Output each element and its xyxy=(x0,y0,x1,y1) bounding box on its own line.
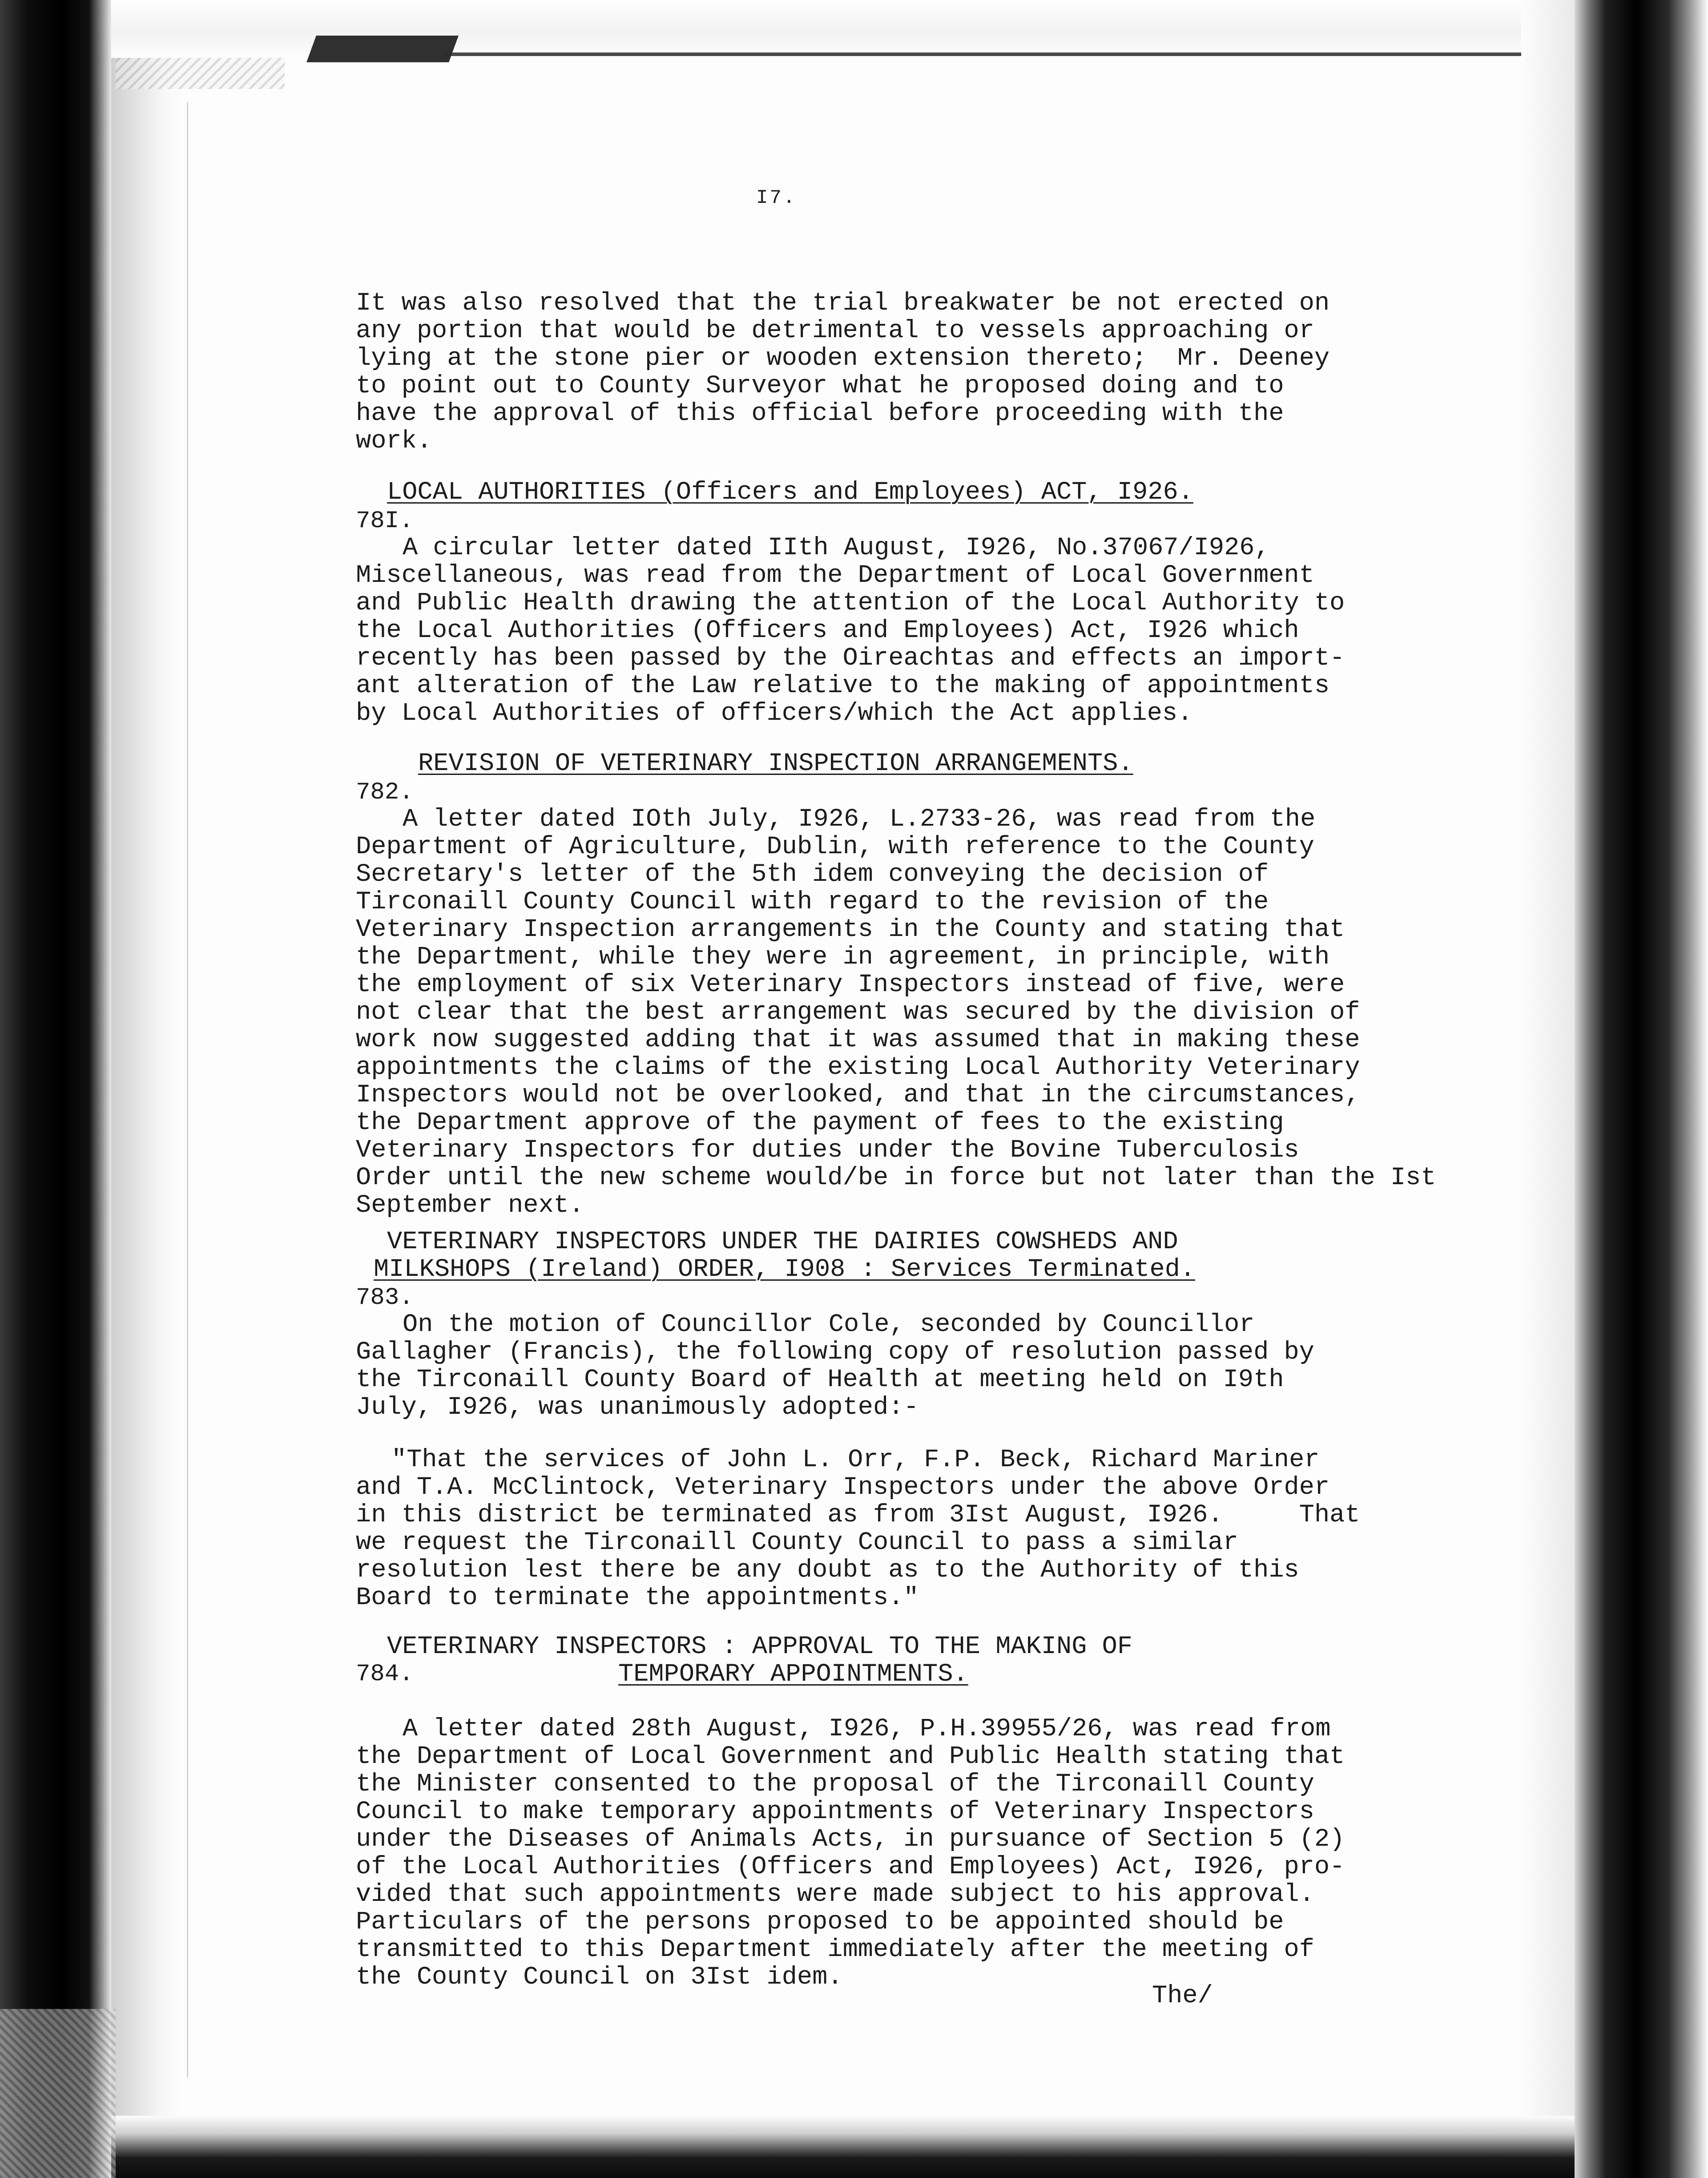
quote-line: resolution lest there be any doubt as to the Authority of this xyxy=(356,1556,1299,1585)
section-number: 78I. xyxy=(356,508,414,535)
text-line: the Minister consented to the proposal of the Tirconaill County xyxy=(356,1770,1314,1799)
text-line: appointments the claims of the existing Local Authority Veterinary xyxy=(356,1053,1360,1082)
text-line: Tirconaill County Council with regard to the revision of the xyxy=(356,888,1269,916)
section-title: REVISION OF VETERINARY INSPECTION ARRANGEMENTS. xyxy=(418,750,1133,778)
text-line: have the approval of this official before proceeding with the xyxy=(356,399,1284,428)
quote-line: we request the Tirconaill County Council to pass a similar xyxy=(356,1529,1238,1557)
quote-line: in this district be terminated as from 3Ist August, I926. That xyxy=(356,1501,1360,1529)
text-line: vided that such appointments were made subject to his approval. xyxy=(356,1880,1314,1909)
text-line: July, I926, was unanimously adopted:- xyxy=(356,1393,919,1422)
section-title: MILKSHOPS (Ireland) ORDER, I908 : Services Terminated. xyxy=(374,1255,1196,1284)
section-title: VETERINARY INSPECTORS UNDER THE DAIRIES COWSHEDS AND xyxy=(387,1228,1178,1256)
text-line: of the Local Authorities (Officers and Employees) Act, I926, pro- xyxy=(356,1853,1345,1881)
text-line: work. xyxy=(356,427,432,456)
continuation-catchword: The/ xyxy=(1152,1982,1213,2010)
scan-left-edge xyxy=(111,0,182,2178)
text-line: the Tirconaill County Board of Health at meeting held on I9th xyxy=(356,1366,1284,1394)
text-line: Veterinary Inspectors for duties under the Bovine Tuberculosis xyxy=(356,1136,1299,1165)
text-line: transmitted to this Department immediately after the meeting of xyxy=(356,1936,1314,1964)
margin-rule xyxy=(187,102,188,2077)
section-title: TEMPORARY APPOINTMENTS. xyxy=(618,1660,968,1689)
scan-top-smudge xyxy=(306,36,459,62)
quote-line: Board to terminate the appointments." xyxy=(356,1584,919,1612)
text-line: Veterinary Inspection arrangements in the County and stating that xyxy=(356,916,1345,944)
text-line: the Local Authorities (Officers and Employees) Act, I926 which xyxy=(356,617,1299,645)
text-line: any portion that would be detrimental to vessels approaching or xyxy=(356,317,1314,345)
text-line: the County Council on 3Ist idem. xyxy=(356,1963,843,1992)
page-number: I7. xyxy=(756,187,797,209)
text-line: not clear that the best arrangement was secured by the division of xyxy=(356,998,1360,1027)
text-line: Order until the new scheme would/be in force but not later than the Ist xyxy=(356,1164,1436,1192)
section-number: 783. xyxy=(356,1284,414,1311)
text-line: recently has been passed by the Oireachtas and effects an import- xyxy=(356,644,1345,673)
text-line: A circular letter dated IIth August, I926, No.37067/I926, xyxy=(403,534,1270,562)
text-line: lying at the stone pier or wooden extension thereto; Mr. Deeney xyxy=(356,344,1330,373)
text-line: the employment of six Veterinary Inspectors instead of five, were xyxy=(356,971,1345,999)
text-line: Gallagher (Francis), the following copy of resolution passed by xyxy=(356,1338,1314,1367)
scan-right-margin xyxy=(1521,0,1575,2178)
text-line: A letter dated 28th August, I926, P.H.39955/26, was read from xyxy=(403,1715,1331,1743)
text-line: work now suggested adding that it was assumed that in making these xyxy=(356,1026,1360,1054)
text-line: September next. xyxy=(356,1191,584,1220)
text-line: ant alteration of the Law relative to the making of appointments xyxy=(356,672,1330,700)
text-line: On the motion of Councillor Cole, seconded by Councillor xyxy=(403,1311,1255,1339)
text-line: Department of Agriculture, Dublin, with reference to the County xyxy=(356,833,1314,861)
text-line: Miscellaneous, was read from the Department of Local Government xyxy=(356,561,1314,590)
text-line: to point out to County Surveyor what he proposed doing and to xyxy=(356,372,1284,400)
section-number: 782. xyxy=(356,779,414,806)
text-line: the Department, while they were in agreement, in principle, with xyxy=(356,943,1330,972)
scan-top-line xyxy=(445,52,1601,56)
scan-bottom-shadow xyxy=(111,2116,1575,2178)
quote-line: and T.A. McClintock, Veterinary Inspectors under the above Order xyxy=(356,1473,1330,1502)
text-line: the Department approve of the payment of fees to the existing xyxy=(356,1109,1284,1137)
text-line: under the Diseases of Animals Acts, in pursuance of Section 5 (2) xyxy=(356,1825,1345,1854)
text-line: the Department of Local Government and Public Health stating that xyxy=(356,1742,1345,1771)
section-title: LOCAL AUTHORITIES (Officers and Employees) ACT, I926. xyxy=(387,478,1193,507)
section-number: 784. xyxy=(356,1661,414,1688)
scan-right-shadow xyxy=(1575,0,1708,2178)
text-line: Particulars of the persons proposed to be appointed should be xyxy=(356,1908,1284,1936)
text-line: Secretary's letter of the 5th idem conveying the decision of xyxy=(356,860,1269,889)
text-line: Council to make temporary appointments of Veterinary Inspectors xyxy=(356,1798,1314,1826)
text-line: It was also resolved that the trial breakwater be not erected on xyxy=(356,289,1330,318)
text-line: by Local Authorities of officers/which the Act applies. xyxy=(356,699,1193,728)
scan-left-shadow xyxy=(0,0,111,2178)
section-title: VETERINARY INSPECTORS : APPROVAL TO THE MAKING OF xyxy=(387,1633,1133,1661)
text-line: A letter dated IOth July, I926, L.2733-26, was read from the xyxy=(403,805,1316,834)
scan-noise-bottom-left xyxy=(0,2009,116,2178)
quote-line: "That the services of John L. Orr, F.P. Beck, Richard Mariner xyxy=(391,1446,1320,1474)
text-line: and Public Health drawing the attention of the Local Authority to xyxy=(356,589,1345,617)
text-line: Inspectors would not be overlooked, and that in the circumstances, xyxy=(356,1081,1360,1109)
